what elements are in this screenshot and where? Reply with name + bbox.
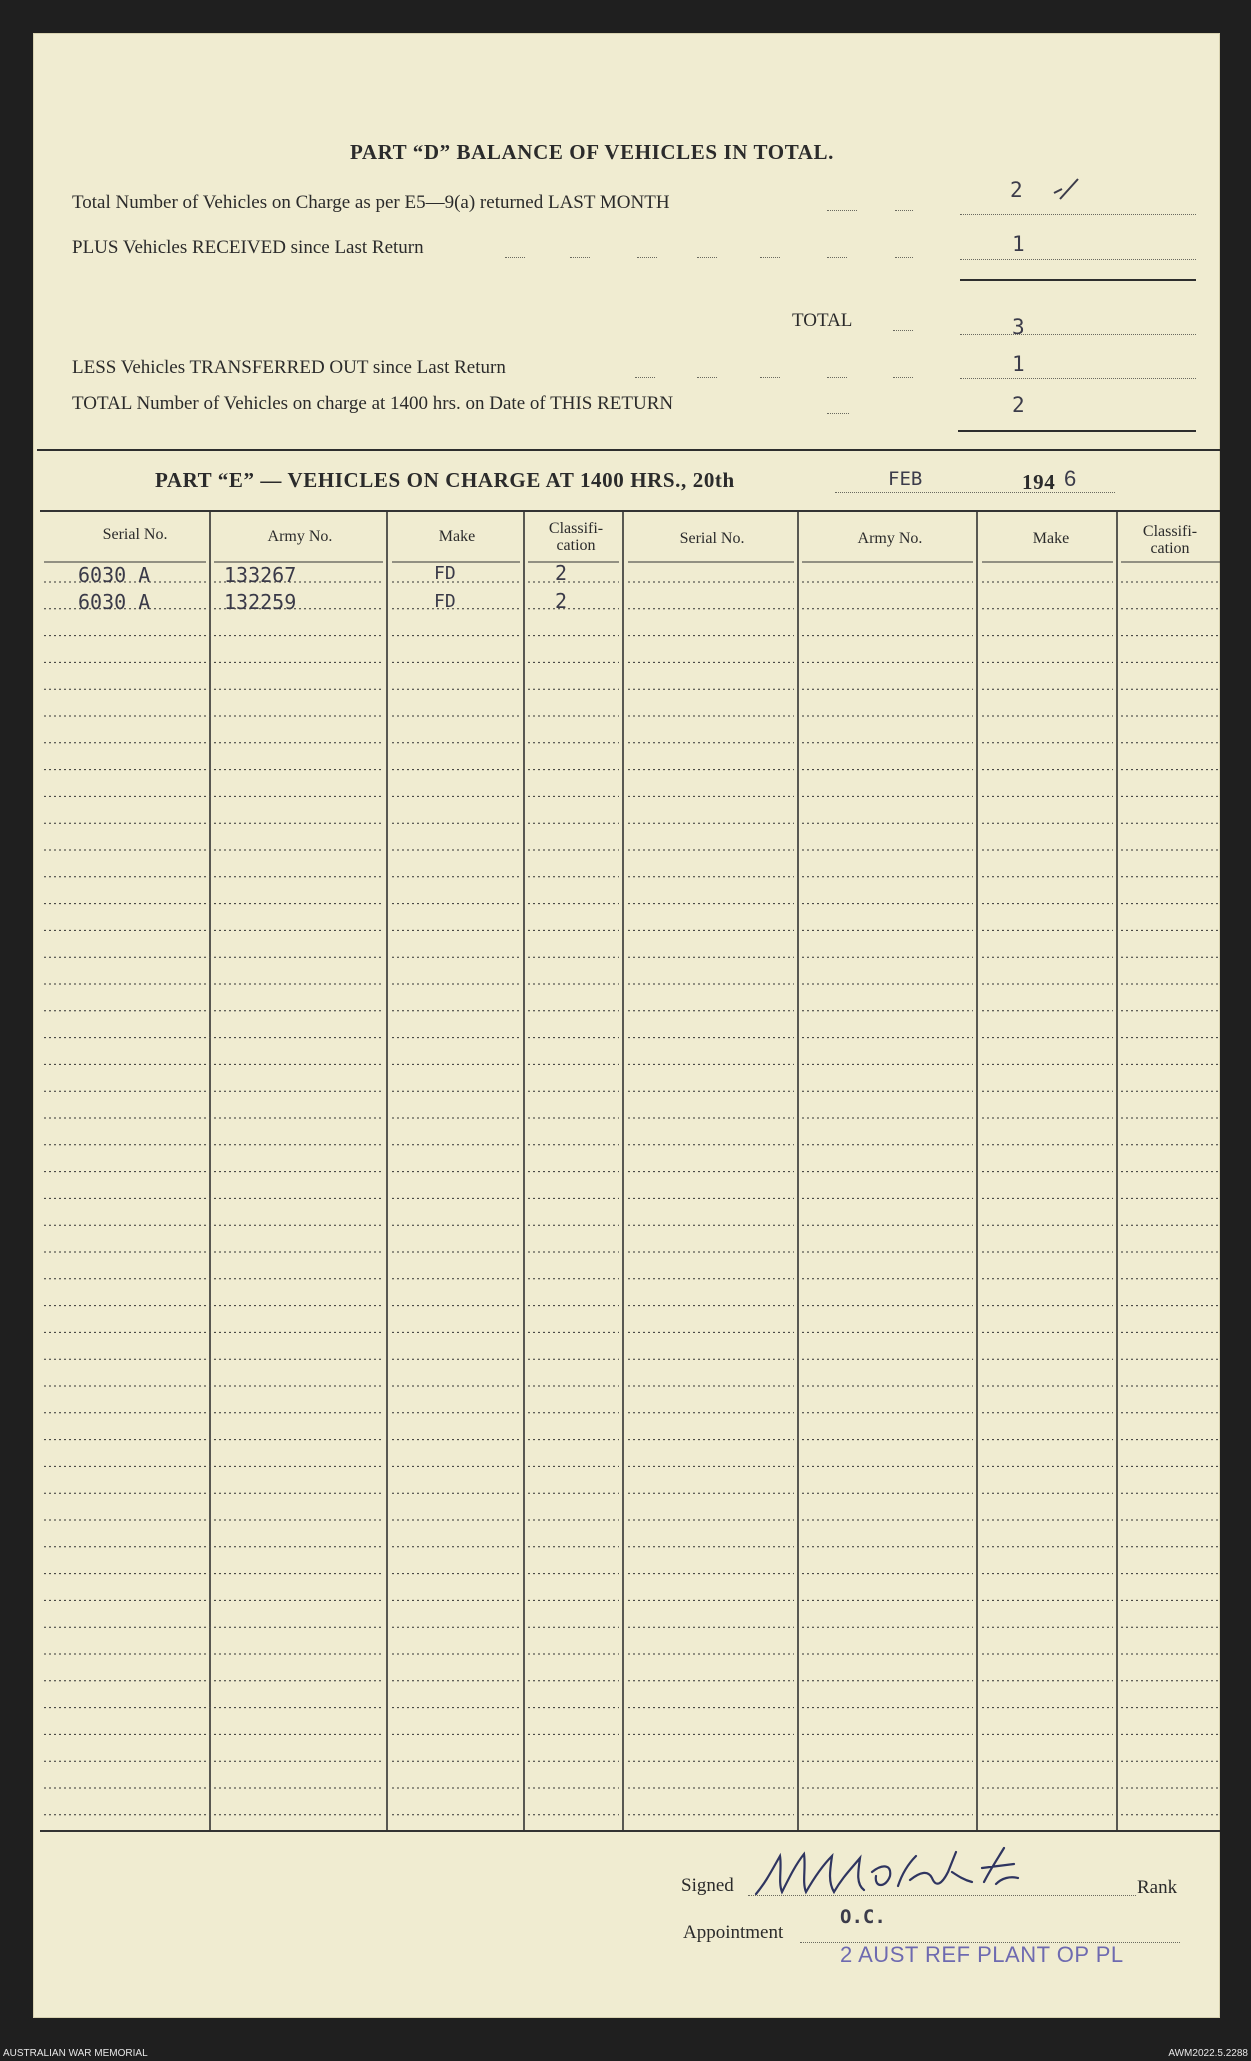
part-e-year-printed: 194 xyxy=(1022,470,1056,494)
part-e-year-handwritten: 6 xyxy=(1064,466,1077,491)
signed-label: Signed xyxy=(681,1875,734,1896)
column-header-classification: Classifi- cation xyxy=(548,520,604,554)
column-header-classification-2: Classifi- cation xyxy=(1142,523,1198,557)
table-row-2-make: FD xyxy=(434,591,456,612)
column-header-army-no-2: Army No. xyxy=(857,530,923,547)
table-row-1-army-no: 133267 xyxy=(224,563,297,587)
table-row-1-classification: 2 xyxy=(555,561,568,585)
part-d-row-received-value: 1 xyxy=(1012,232,1025,256)
part-e-title: PART “E” — VEHICLES ON CHARGE AT 1400 HRS., 20th xyxy=(155,468,735,492)
column-header-serial-no: Serial No. xyxy=(102,526,168,543)
part-d-total-label: TOTAL xyxy=(792,310,853,331)
part-d-row-transferred-label: LESS Vehicles TRANSFERRED OUT since Last Return xyxy=(72,357,506,378)
table-row-2-serial: 6030 A xyxy=(78,590,151,614)
part-e-month: FEB xyxy=(888,468,923,490)
column-header-make: Make xyxy=(438,528,476,545)
rank-label: Rank xyxy=(1137,1877,1178,1898)
column-header-serial-no-2: Serial No. xyxy=(679,530,745,547)
table-row-1-serial: 6030 A xyxy=(78,563,151,587)
appointment-label: Appointment xyxy=(683,1922,784,1943)
part-d-row-this-return-label: TOTAL Number of Vehicles on charge at 1400 hrs. on Date of THIS RETURN xyxy=(72,393,674,414)
part-d-row-received-label: PLUS Vehicles RECEIVED since Last Return xyxy=(72,237,424,258)
handwritten-signature xyxy=(752,1842,1042,1902)
part-d-row-last-month-label: Total Number of Vehicles on Charge as per E5—9(a) returned LAST MONTH xyxy=(72,192,670,213)
part-d-total-value: 3 xyxy=(1012,315,1025,339)
table-row-2-classification: 2 xyxy=(555,589,568,613)
appointment-value: O.C. xyxy=(840,1906,886,1928)
archive-reference: AWM2022.5.2288 xyxy=(1168,2048,1248,2059)
table-row-1-make: FD xyxy=(434,563,456,584)
part-d-row-transferred-value: 1 xyxy=(1012,352,1025,376)
column-header-army-no: Army No. xyxy=(267,528,333,545)
part-d-row-last-month-value: 2 xyxy=(1010,178,1023,202)
part-d-title: PART “D” BALANCE OF VEHICLES IN TOTAL. xyxy=(350,140,834,164)
table-row-2-army-no: 132259 xyxy=(224,590,297,614)
unit-stamp: 2 AUST REF PLANT OP PL xyxy=(840,1942,1124,1967)
part-d-row-this-return-value: 2 xyxy=(1012,393,1025,417)
column-header-make-2: Make xyxy=(1032,530,1070,547)
archive-credit: AUSTRALIAN WAR MEMORIAL xyxy=(3,2048,148,2059)
